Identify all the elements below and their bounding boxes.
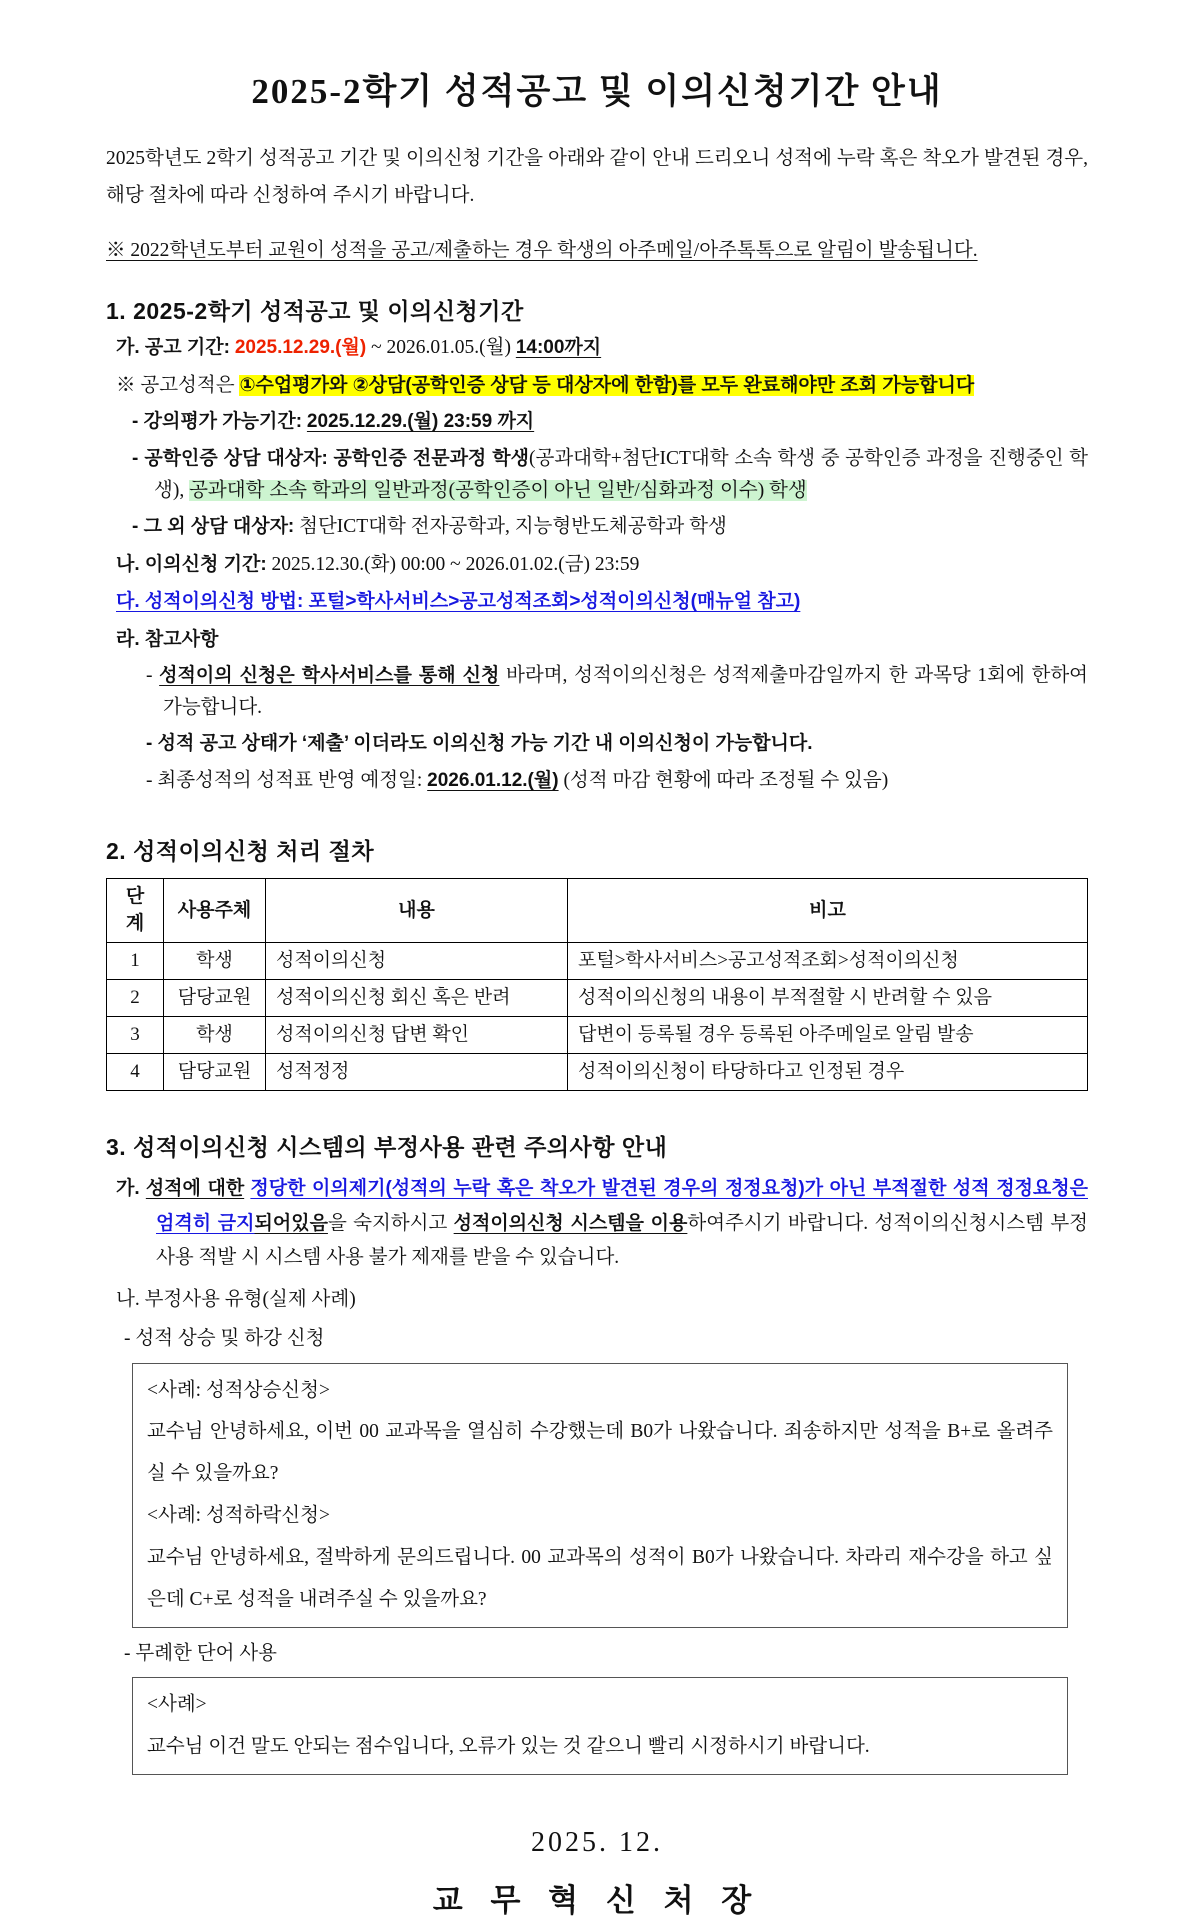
lecture-eval-period-line bbox=[132, 406, 1088, 438]
section1-heading: 1. 2025-2학기 성적공고 및 이의신청기간 bbox=[106, 298, 524, 325]
table-cell-actor: 담당교원 bbox=[164, 1054, 266, 1091]
case-line: 교수님 안녕하세요, 절박하게 문의드립니다. 00 교과목의 성적이 B0가 나왔습니다. 차라리 재수강을 하고 싶은데 C+로 성적을 내려주실 수 있을까요? bbox=[147, 1547, 1053, 1611]
objection-period-value: 2025.12.30.(화) 00:00 ~ 2026.01.02.(금) 23:59 bbox=[271, 553, 640, 575]
table-cell-step: 4 bbox=[107, 1054, 164, 1091]
abeek-counsel-bold: 공학인증 전문과정 학생 bbox=[333, 447, 529, 469]
reference-item-1-dash: - bbox=[146, 665, 153, 687]
misuse-warning-lead: 성적에 대한 bbox=[145, 1178, 245, 1200]
case-line: <사례> bbox=[147, 1694, 207, 1716]
table-cell-actor: 담당교원 bbox=[164, 980, 266, 1017]
table-header-step: 단계 bbox=[107, 878, 164, 942]
table-row bbox=[107, 1017, 1088, 1054]
table-cell-step: 1 bbox=[107, 943, 164, 980]
table-header-row bbox=[107, 878, 1088, 942]
table-cell-note: 답변이 등록될 경우 등록된 아주메일로 알림 발송 bbox=[568, 1017, 1088, 1054]
announce-end-date: ~ 2026.01.05.(월) bbox=[371, 337, 511, 359]
objection-method-line bbox=[116, 586, 1088, 617]
reference-item-2-text: - 성적 공고 상태가 ‘제출’ 이더라도 이의신청 가능 기간 내 이의신청이 가능합니다. bbox=[146, 733, 813, 755]
table-cell-content: 성적이의신청 답변 확인 bbox=[266, 1017, 568, 1054]
table-row bbox=[107, 943, 1088, 980]
reference-item-3-note: (성적 마감 현황에 따라 조정될 수 있음) bbox=[563, 770, 889, 792]
mail-alert-notice: ※ 2022학년도부터 교원이 성적을 공고/제출하는 경우 학생의 아주메일/아주톡톡으로 알림이 발송됩니다. bbox=[106, 240, 978, 262]
lecture-eval-deadline: 2025.12.29.(월) 23:59 까지 bbox=[306, 411, 535, 433]
other-counsel-value: 첨단ICT대학 전자공학과, 지능형반도체공학과 학생 bbox=[299, 516, 727, 538]
reference-item-1-rest: 바라며, 성적이의신청은 성적제출마감일까지 한 과목당 1회에 한하여 가능합니다. bbox=[163, 665, 1089, 718]
misuse-warning-plain-1: 을 숙지하시고 bbox=[327, 1212, 448, 1234]
abeek-counsel-label: - 공학인증 상담 대상자: bbox=[132, 447, 328, 469]
rude-words-line: - 무례한 단어 사용 bbox=[124, 1643, 277, 1665]
abeek-counsel-target-line bbox=[132, 443, 1088, 506]
abeek-counsel-detail: (공과대학+첨단ICT대학 소속 학생 중 공학인증 과정을 진행중인 학생), bbox=[154, 447, 1089, 501]
misuse-warning-bold-tail: 되어있음 bbox=[254, 1212, 328, 1234]
table-cell-note: 성적이의신청이 타당하다고 인정된 경우 bbox=[568, 1054, 1088, 1091]
table-cell-content: 성적정정 bbox=[266, 1054, 568, 1091]
other-counsel-label: - 그 외 상담 대상자: bbox=[132, 516, 295, 538]
grade-view-condition-highlight: ①수업평가와 ②상담(공학인증 상담 등 대상자에 한함)를 모두 완료해야만 조회 가능합니다 bbox=[239, 374, 975, 396]
section2-heading: 2. 성적이의신청 처리 절차 bbox=[106, 837, 375, 864]
announce-start-date: 2025.12.29.(월) bbox=[234, 337, 367, 359]
grade-view-condition-line bbox=[116, 370, 1088, 401]
case-line: <사례: 성적하락신청> bbox=[147, 1505, 330, 1527]
table-cell-note: 성적이의신청의 내용이 부적절할 시 반려할 수 있음 bbox=[568, 980, 1088, 1017]
case-line: 교수님 안녕하세요, 이번 00 교과목을 열심히 수강했는데 B0가 나왔습니다. 죄송하지만 성적을 B+로 올려주실 수 있을까요? bbox=[147, 1421, 1053, 1485]
reference-heading-label: 라. 참고사항 bbox=[116, 628, 219, 650]
section3-heading: 3. 성적이의신청 시스템의 부정사용 관련 주의사항 안내 bbox=[106, 1134, 668, 1161]
grade-view-condition-prefix: ※ 공고성적은 bbox=[116, 374, 235, 396]
case-box-rude-words bbox=[132, 1677, 1068, 1775]
reference-item-3 bbox=[146, 765, 1088, 797]
reference-item-1-bold: 성적이의 신청은 학사서비스를 통해 신청 bbox=[159, 665, 500, 687]
table-cell-actor: 학생 bbox=[164, 1017, 266, 1054]
footer-date: 2025. 12. bbox=[531, 1827, 663, 1859]
reference-item-1 bbox=[146, 660, 1088, 723]
table-header-actor: 사용주체 bbox=[164, 878, 266, 942]
misuse-warning-system-use: 성적이의신청 시스템을 이용 bbox=[453, 1212, 688, 1234]
announce-period-line bbox=[116, 332, 1088, 363]
table-cell-content: 성적이의신청 회신 혹은 반려 bbox=[266, 980, 568, 1017]
table-cell-content: 성적이의신청 bbox=[266, 943, 568, 980]
objection-period-line bbox=[116, 549, 1088, 580]
misuse-warning-plain-2: 하여주시기 바랍니다. 성적이의신청시스템 부정사용 적발 시 시스템 사용 불가 제재를 받을 수 있습니다. bbox=[156, 1212, 1088, 1269]
reference-item-3-label: - 최종성적의 성적표 반영 예정일: bbox=[146, 770, 423, 792]
footer-signer: 교 무 혁 신 처 장 bbox=[432, 1883, 762, 1919]
final-grade-date: 2026.01.12.(월) bbox=[427, 770, 559, 792]
table-row bbox=[107, 980, 1088, 1017]
intro-paragraph: 2025학년도 2학기 성적공고 기간 및 이의신청 기간을 아래와 같이 안내 드리오니 성적에 누락 혹은 착오가 발견된 경우, 해당 절차에 따라 신청하여 주시기 바랍니다. bbox=[106, 148, 1088, 207]
reference-heading-line bbox=[116, 624, 1088, 655]
case-box-grade-change bbox=[132, 1363, 1068, 1629]
reference-item-2 bbox=[146, 728, 1088, 760]
lecture-eval-label: - 강의평가 가능기간: bbox=[132, 411, 303, 433]
misuse-warning-blue-text: 정당한 이의제기(성적의 누락 혹은 착오가 발견된 경우의 정정요청)가 아닌 부적절한 성적 정정요청은 엄격히 금지 bbox=[156, 1178, 1088, 1234]
misuse-warning-paragraph bbox=[116, 1172, 1088, 1276]
page-title: 2025-2학기 성적공고 및 이의신청기간 안내 bbox=[251, 72, 943, 111]
abeek-counsel-green-highlight: 공과대학 소속 학과의 일반과정(공학인증이 아닌 일반/심화과정 이수) 학생 bbox=[189, 479, 807, 501]
misuse-warning-label: 가. bbox=[116, 1178, 140, 1200]
process-table bbox=[106, 878, 1088, 1091]
footer bbox=[106, 1827, 1088, 1920]
table-cell-actor: 학생 bbox=[164, 943, 266, 980]
table-header-content: 내용 bbox=[266, 878, 568, 942]
table-cell-step: 3 bbox=[107, 1017, 164, 1054]
table-cell-note: 포털>학사서비스>공고성적조회>성적이의신청 bbox=[568, 943, 1088, 980]
table-cell-step: 2 bbox=[107, 980, 164, 1017]
other-counsel-target-line bbox=[132, 511, 1088, 543]
objection-period-label: 나. 이의신청 기간: bbox=[116, 553, 267, 575]
case-line: 교수님 이건 말도 안되는 점수입니다, 오류가 있는 것 같으니 빨리 시정하시기 바랍니다. bbox=[147, 1736, 870, 1758]
objection-method-path: 다. 성적이의신청 방법: 포털>학사서비스>공고성적조회>성적이의신청(매뉴얼 참고) bbox=[116, 591, 801, 613]
misuse-type-line: 나. 부정사용 유형(실제 사례) bbox=[116, 1289, 356, 1311]
case-line: <사례: 성적상승신청> bbox=[147, 1379, 330, 1401]
announce-period-label: 가. 공고 기간: bbox=[116, 337, 230, 359]
table-row bbox=[107, 1054, 1088, 1091]
table-header-note: 비고 bbox=[568, 878, 1088, 942]
announce-deadline-time: 14:00까지 bbox=[515, 337, 602, 359]
case-up-down-line: - 성적 상승 및 하강 신청 bbox=[124, 1328, 325, 1350]
